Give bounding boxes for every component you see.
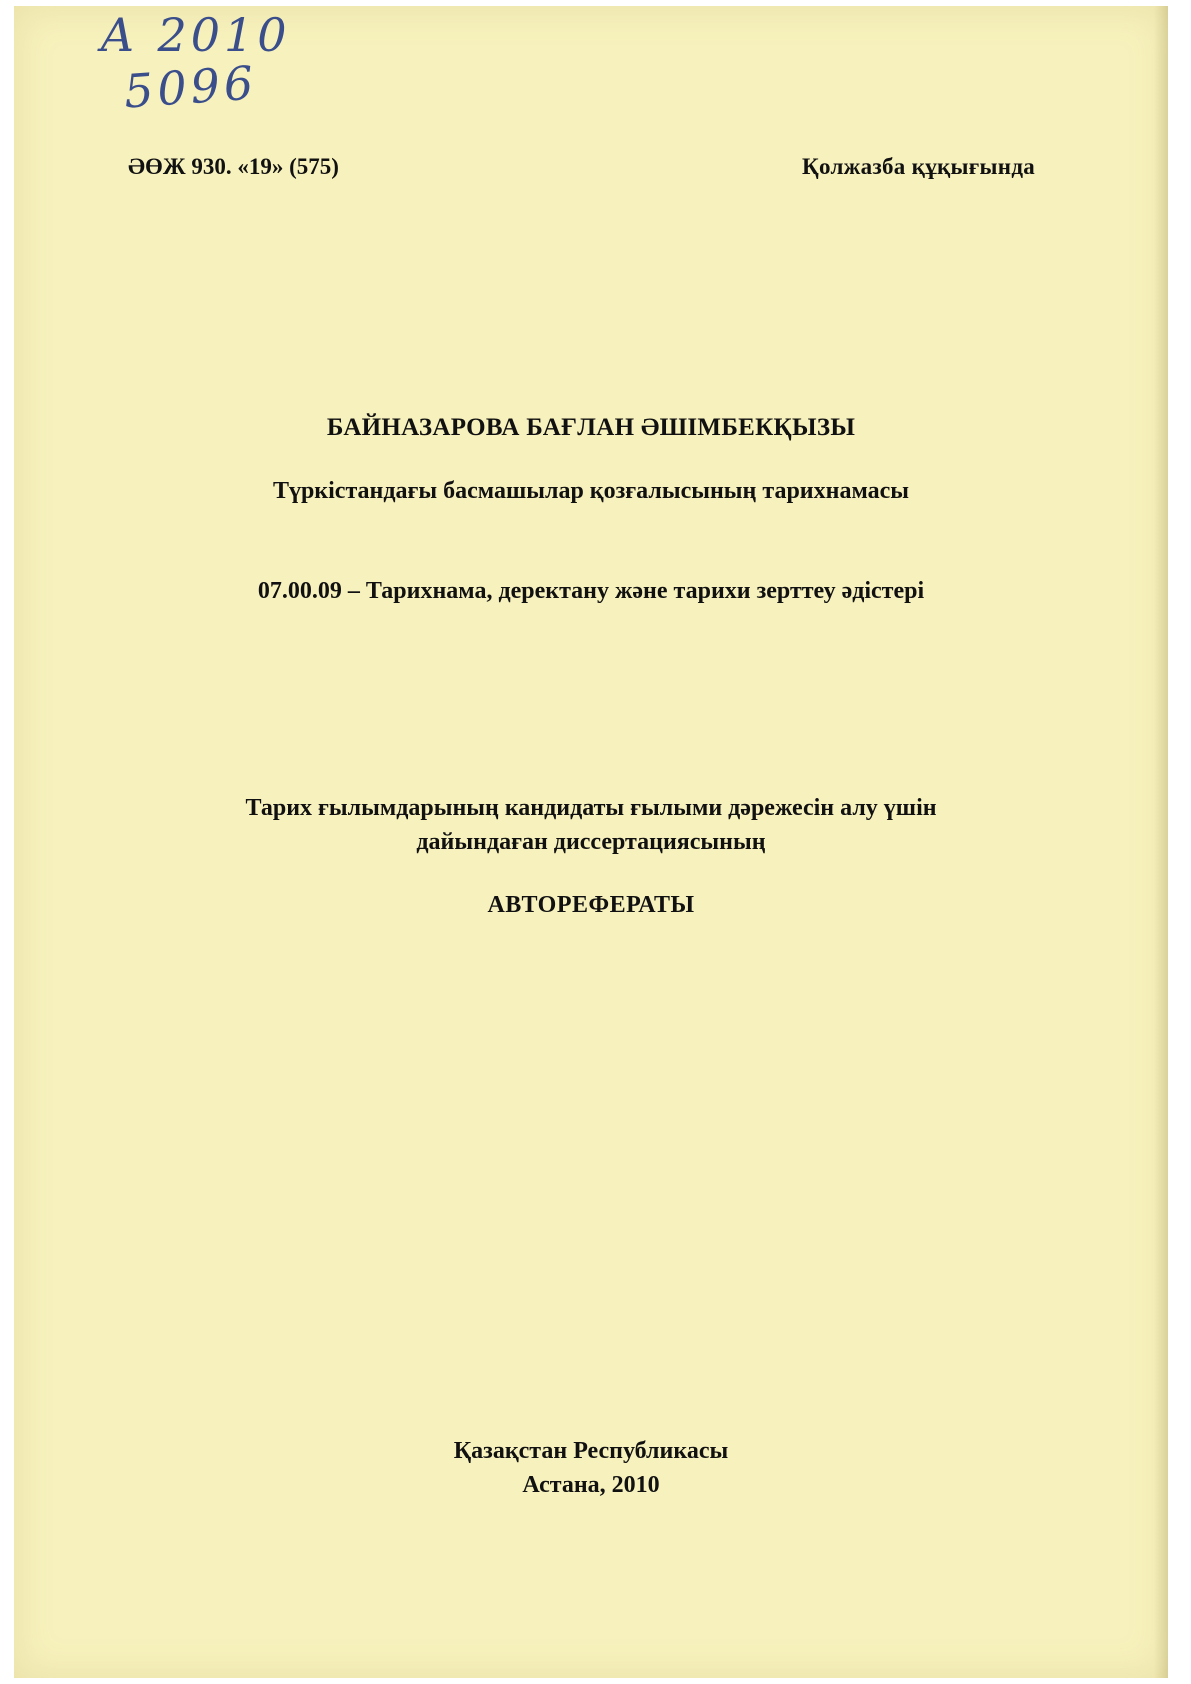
handwritten-catalog-number-line2: 5096 [122,55,259,119]
udc-code: ӘӨЖ 930. «19» (575) [128,154,339,179]
degree-statement-line2: дайындаған диссертациясының [416,829,766,855]
publication-country: Қазақстан Республикасы [453,1438,729,1464]
dissertation-title: Түркістандағы басмашылар қозғалысының тарихнамасы [272,478,910,504]
author-name: БАЙНАЗАРОВА БАҒЛАН ӘШІМБЕКҚЫЗЫ [326,414,856,441]
degree-statement-line1: Тарих ғылымдарының кандидаты ғылыми дәрежесін алу үшін [245,795,937,821]
specialty-code: 07.00.09 – Тарихнама, деректану және тарихи зерттеу әдістері [257,578,925,604]
document-page [14,6,1168,1678]
document-type-heading: АВТОРЕФЕРАТЫ [487,892,695,918]
publication-city-year: Астана, 2010 [522,1472,660,1498]
handwritten-catalog-number-line1: А 2010 [100,8,291,62]
manuscript-rights-note: Қолжазба құқығында [802,154,1036,179]
